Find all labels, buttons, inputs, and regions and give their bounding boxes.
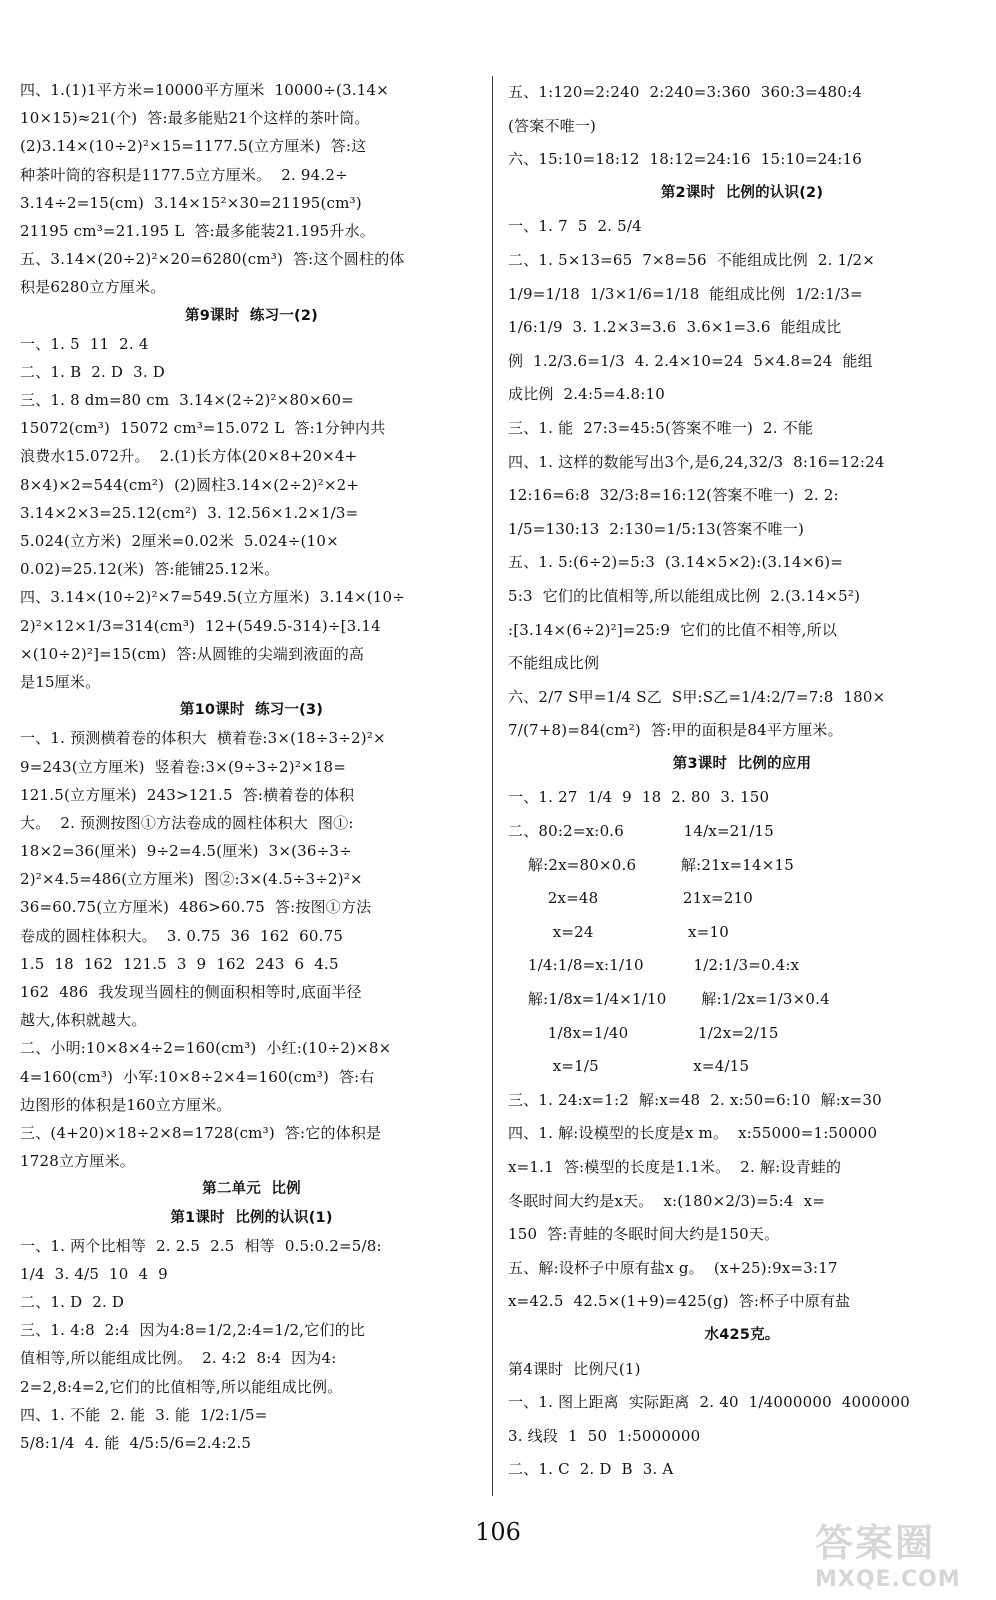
- answer-line: 5:3 它们的比值相等,所以能组成比例 2.(3.14×5²): [508, 586, 861, 605]
- answer-line: 越大,体积就越大。: [20, 1011, 147, 1030]
- watermark-logo: [815, 1512, 985, 1594]
- answer-line: 六、15:10=18:12 18:12=24:16 15:10=24:16: [508, 150, 862, 169]
- answer-line: 2=2,8:4=2,它们的比值相等,所以能组成比例。: [20, 1377, 343, 1396]
- answer-line: 不能组成比例: [508, 654, 600, 673]
- answer-line: 一、1. 5 11 2. 4: [20, 334, 149, 353]
- answer-line: 7/(7+8)=84(cm²) 答:甲的面积是84平方厘米。: [508, 721, 843, 740]
- answer-line: 四、1. 不能 2. 能 3. 能 1/2:1/5=: [20, 1405, 268, 1424]
- answer-line: 2)²×4.5=486(立方厘米) 图②:3×(4.5÷3÷2)²×: [20, 870, 363, 889]
- answer-line: 五、解:设杯子中原有盐x g。 (x+25):9x=3:17: [508, 1258, 838, 1277]
- answer-line: 二、1. B 2. D 3. D: [20, 362, 165, 381]
- answer-line: 5.024(立方米) 2厘米=0.02米 5.024÷(10×: [20, 532, 339, 550]
- answer-line: x=1/5 x=4/15: [508, 1057, 750, 1076]
- answer-line: 三、1. 能 27:3=45:5(答案不唯一) 2. 不能: [508, 418, 814, 437]
- answer-line: 18×2=36(厘米) 9÷2=4.5(厘米) 3×(36÷3÷: [20, 842, 352, 861]
- answer-line: 是15厘米。: [20, 672, 101, 691]
- answer-line: (答案不唯一): [508, 116, 597, 135]
- answer-line: 36=60.75(立方厘米) 486>60.75 答:按图①方法: [20, 898, 372, 917]
- answer-line: 1/4:1/8=x:1/10 1/2:1/3=0.4:x: [508, 956, 800, 975]
- answer-line: 1/6:1/9 3. 1.2×3=3.6 3.6×1=3.6 能组成比: [508, 318, 842, 337]
- answer-line: 1728立方厘米。: [20, 1152, 135, 1171]
- section-heading: 第1课时 比例的认识(1): [170, 1209, 333, 1226]
- answer-line: 值相等,所以能组成比例。 2. 4:2 8:4 因为4:: [20, 1349, 337, 1368]
- answer-line: x=24 x=10: [508, 922, 729, 941]
- answer-line: ×(10÷2)²]=15(cm) 答:从圆锥的尖端到液面的高: [20, 644, 365, 663]
- section-heading: 水425克。: [704, 1326, 780, 1343]
- answer-line: 四、3.14×(10÷2)²×7=549.5(立方厘米) 3.14×(10÷: [20, 588, 406, 607]
- answer-line: 3.14×2×3=25.12(cm²) 3. 12.56×1.2×1/3=: [20, 503, 359, 522]
- answer-line: 解:2x=80×0.6 解:21x=14×15: [508, 855, 795, 874]
- answer-line: 一、1. 两个比相等 2. 2.5 2.5 相等 0.5:0.2=5/8:: [20, 1236, 382, 1255]
- answer-line: 1.5 18 162 121.5 3 9 162 243 6 4.5: [20, 954, 339, 973]
- answer-line: 2x=48 21x=210: [508, 889, 754, 908]
- answer-line: 浪费水15.072升。 2.(1)长方体(20×8+20×4+: [20, 447, 358, 466]
- answer-line: 1/5=130:13 2:130=1/5:13(答案不唯一): [508, 519, 804, 538]
- answer-line: 1/8x=1/40 1/2x=2/15: [508, 1023, 779, 1042]
- answer-line: 三、1. 24:x=1:2 解:x=48 2. x:50=6:10 解:x=30: [508, 1090, 882, 1109]
- answer-line: 150 答:青蛙的冬眠时间大约是150天。: [508, 1225, 780, 1244]
- section-heading: 第3课时 比例的应用: [672, 755, 812, 772]
- left-column: [20, 76, 483, 1457]
- answer-line: 3. 线段 1 50 1:5000000: [508, 1426, 701, 1445]
- answer-line: 5/8:1/4 4. 能 4/5:5/6=2.4:2.5: [20, 1434, 252, 1452]
- answer-line: :[3.14×(6÷2)²]=25:9 它们的比值不相等,所以: [508, 620, 838, 639]
- answer-line: 2)²×12×1/3=314(cm³) 12+(549.5-314)÷[3.14: [20, 616, 381, 635]
- answer-line: 二、小明:10×8×4÷2=160(cm³) 小红:(10÷2)×8×: [20, 1039, 392, 1058]
- answer-line: 二、1. 5×13=65 7×8=56 不能组成比例 2. 1/2×: [508, 250, 876, 269]
- section-heading: 第二单元 比例: [202, 1181, 301, 1198]
- answer-line: 四、1.(1)1平方米=10000平方厘米 10000÷(3.14×: [20, 81, 390, 99]
- answer-line: 10×15)≈21(个) 答:最多能贴21个这样的茶叶筒。: [20, 109, 370, 128]
- answer-line: 三、(4+20)×18÷2×8=1728(cm³) 答:它的体积是: [20, 1123, 382, 1142]
- watermark-top: 答案圈: [815, 1521, 936, 1565]
- answer-line: x=42.5 42.5×(1+9)=425(g) 答:杯子中原有盐: [508, 1292, 851, 1311]
- answer-line: 六、2/7 S甲=1/4 S乙 S甲:S乙=1/4:2/7=7:8 180×: [508, 687, 886, 706]
- section-heading: 第9课时 练习一(2): [185, 307, 318, 324]
- answer-line: 积是6280立方厘米。: [20, 278, 166, 297]
- answer-line: 一、1. 图上距离 实际距离 2. 40 1/4000000 4000000: [508, 1393, 910, 1412]
- answer-line: 种茶叶筒的容积是1177.5立方厘米。 2. 94.2÷: [20, 165, 348, 184]
- answer-line: 四、1. 这样的数能写出3个,是6,24,32/3 8:16=12:24: [508, 452, 885, 471]
- watermark-bottom: MXQE.COM: [815, 1567, 961, 1592]
- answer-line: 解:1/8x=1/4×1/10 解:1/2x=1/3×0.4: [508, 990, 830, 1009]
- answer-line: x=1.1 答:模型的长度是1.1米。 2. 解:设青蛙的: [508, 1158, 842, 1176]
- answer-line: 冬眠时间大约是x天。 x:(180×2/3)=5:4 x=: [508, 1191, 826, 1210]
- answer-line: 21195 cm³=21.195 L 答:最多能装21.195升水。: [20, 221, 375, 240]
- answer-line: 大。 2. 预测按图①方法卷成的圆柱体积大 图①:: [20, 813, 354, 832]
- answer-line: 1/4 3. 4/5 10 4 9: [20, 1264, 168, 1283]
- section-heading: 第10课时 练习一(3): [179, 702, 324, 719]
- answer-line: 二、1. C 2. D B 3. A: [508, 1460, 674, 1479]
- answer-line: 五、3.14×(20÷2)²×20=6280(cm³) 答:这个圆柱的体: [20, 250, 405, 269]
- answer-line: 12:16=6:8 32/3:8=16:12(答案不唯一) 2. 2:: [508, 486, 839, 505]
- answer-line: 三、1. 8 dm=80 cm 3.14×(2÷2)²×80×60=: [20, 391, 355, 410]
- section-heading: 第2课时 比例的认识(2): [660, 184, 824, 201]
- answer-line: 一、1. 27 1/4 9 18 2. 80 3. 150: [508, 788, 770, 807]
- column-divider: [492, 76, 493, 1496]
- answer-line: 162 486 我发现当圆柱的侧面积相等时,底面半径: [20, 983, 362, 1001]
- answer-line: 边图形的体积是160立方厘米。: [20, 1095, 232, 1114]
- answer-line: 121.5(立方厘米) 243>121.5 答:横着卷的体积: [20, 785, 355, 804]
- answer-line: 15072(cm³) 15072 cm³=15.072 L 答:1分钟内共: [20, 419, 386, 438]
- answer-line: 8×4)×2=544(cm²) (2)圆柱3.14×(2÷2)²×2+: [20, 475, 360, 494]
- answer-line: 一、1. 预测横着卷的体积大 横着卷:3×(18÷3÷2)²×: [20, 729, 386, 748]
- answer-line: 二、1. D 2. D: [20, 1293, 125, 1312]
- answer-line: 例 1.2/3.6=1/3 4. 2.4×10=24 5×4.8=24 能组: [508, 351, 873, 370]
- answer-line: 4=160(cm³) 小军:10×8÷2×4=160(cm³) 答:右: [20, 1067, 375, 1086]
- answer-line: (2)3.14×(10÷2)²×15=1177.5(立方厘米) 答:这: [20, 137, 367, 156]
- answer-line: 二、80:2=x:0.6 14/x=21/15: [508, 822, 775, 841]
- answer-line: 卷成的圆柱体积大。 3. 0.75 36 162 60.75: [20, 926, 344, 945]
- answer-line: 五、1:120=2:240 2:240=3:360 360:3=480:4: [508, 83, 862, 101]
- answer-line: 四、1. 解:设模型的长度是x m。 x:55000=1:50000: [508, 1124, 878, 1143]
- answer-line: 一、1. 7 5 2. 5/4: [508, 217, 642, 236]
- answer-line: 9=243(立方厘米) 竖着卷:3×(9÷3÷2)²×18=: [20, 757, 347, 776]
- answer-line: 三、1. 4:8 2:4 因为4:8=1/2,2:4=1/2,它们的比: [20, 1321, 366, 1340]
- right-column: [508, 76, 976, 1487]
- page-number: 106: [475, 1518, 521, 1546]
- answer-line: 成比例 2.4:5=4.8:10: [508, 385, 665, 404]
- answer-line: 第4课时 比例尺(1): [508, 1359, 641, 1378]
- answer-line: 3.14÷2=15(cm) 3.14×15²×30=21195(cm³): [20, 193, 362, 212]
- answer-line: 1/9=1/18 1/3×1/6=1/18 能组成比例 1/2:1/3=: [508, 284, 863, 303]
- answer-line: 五、1. 5:(6÷2)=5:3 (3.14×5×2):(3.14×6)=: [508, 553, 844, 572]
- answer-line: 0.02)=25.12(米) 答:能铺25.12米。: [20, 560, 280, 579]
